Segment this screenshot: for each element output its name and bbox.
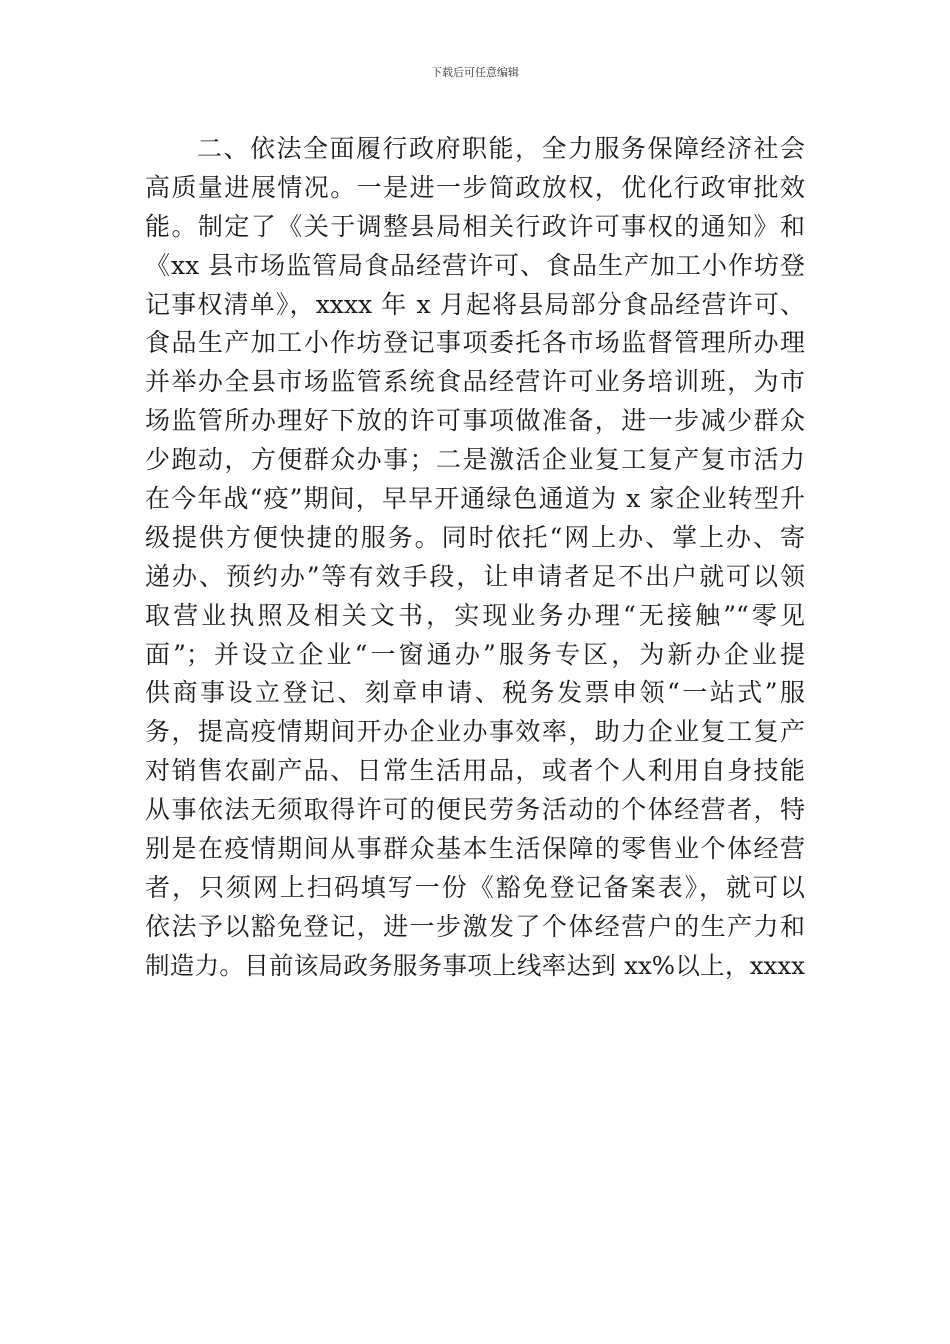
text-line: 依法予以豁免登记，进一步激发了个体经营户的生产力和 xyxy=(145,911,805,941)
text-line: 务，提高疫情期间开办企业办事效率，助力企业复工复产 xyxy=(145,717,805,747)
text-line: 《xx 县市场监管局食品经营许可、食品生产加工小作坊登 xyxy=(145,250,805,280)
text-line: 食品生产加工小作坊登记事项委托各市场监督管理所办理 xyxy=(145,328,805,358)
text-line: 从事依法无须取得许可的便民劳务活动的个体经营者，特 xyxy=(145,795,805,825)
text-line: 并举办全县市场监管系统食品经营许可业务培训班，为市 xyxy=(145,367,805,397)
text-line: 在今年战“疫”期间，早早开通绿色通道为 x 家企业转型升 xyxy=(145,484,805,514)
body-paragraph xyxy=(145,130,805,986)
text-line: 递办、预约办”等有效手段，让申请者足不出户就可以领 xyxy=(145,561,805,591)
text-line: 对销售农副产品、日常生活用品，或者个人利用自身技能 xyxy=(145,756,805,786)
text-line: 供商事设立登记、刻章申请、税务发票申领“一站式”服 xyxy=(145,678,805,708)
text-line: 级提供方便快捷的服务。同时依托“网上办、掌上办、寄 xyxy=(145,522,805,552)
text-line: 能。制定了《关于调整县局相关行政许可事权的通知》和 xyxy=(145,211,805,241)
text-line: 少跑动，方便群众办事；二是激活企业复工复产复市活力 xyxy=(145,445,805,475)
text-line: 者，只须网上扫码填写一份《豁免登记备案表》，就可以 xyxy=(145,872,805,902)
text-line: 高质量进展情况。一是进一步简政放权，优化行政审批效 xyxy=(145,172,805,202)
page-header: 下载后可任意编辑 xyxy=(431,66,519,79)
text-line: 面”；并设立企业“一窗通办”服务专区，为新办企业提 xyxy=(145,639,805,669)
text-line: 别是在疫情期间从事群众基本生活保障的零售业个体经营 xyxy=(145,834,805,864)
text-line: 场监管所办理好下放的许可事项做准备，进一步减少群众 xyxy=(145,406,805,436)
text-line: 记事权清单》，xxxx 年 x 月起将县局部分食品经营许可、 xyxy=(145,289,805,319)
text-line: 二、依法全面履行政府职能，全力服务保障经济社会 xyxy=(197,134,805,163)
text-line: 制造力。目前该局政务服务事项上线率达到 xx%以上，xxxx xyxy=(145,950,805,980)
text-line: 取营业执照及相关文书，实现业务办理“无接触”“零见 xyxy=(145,600,805,630)
